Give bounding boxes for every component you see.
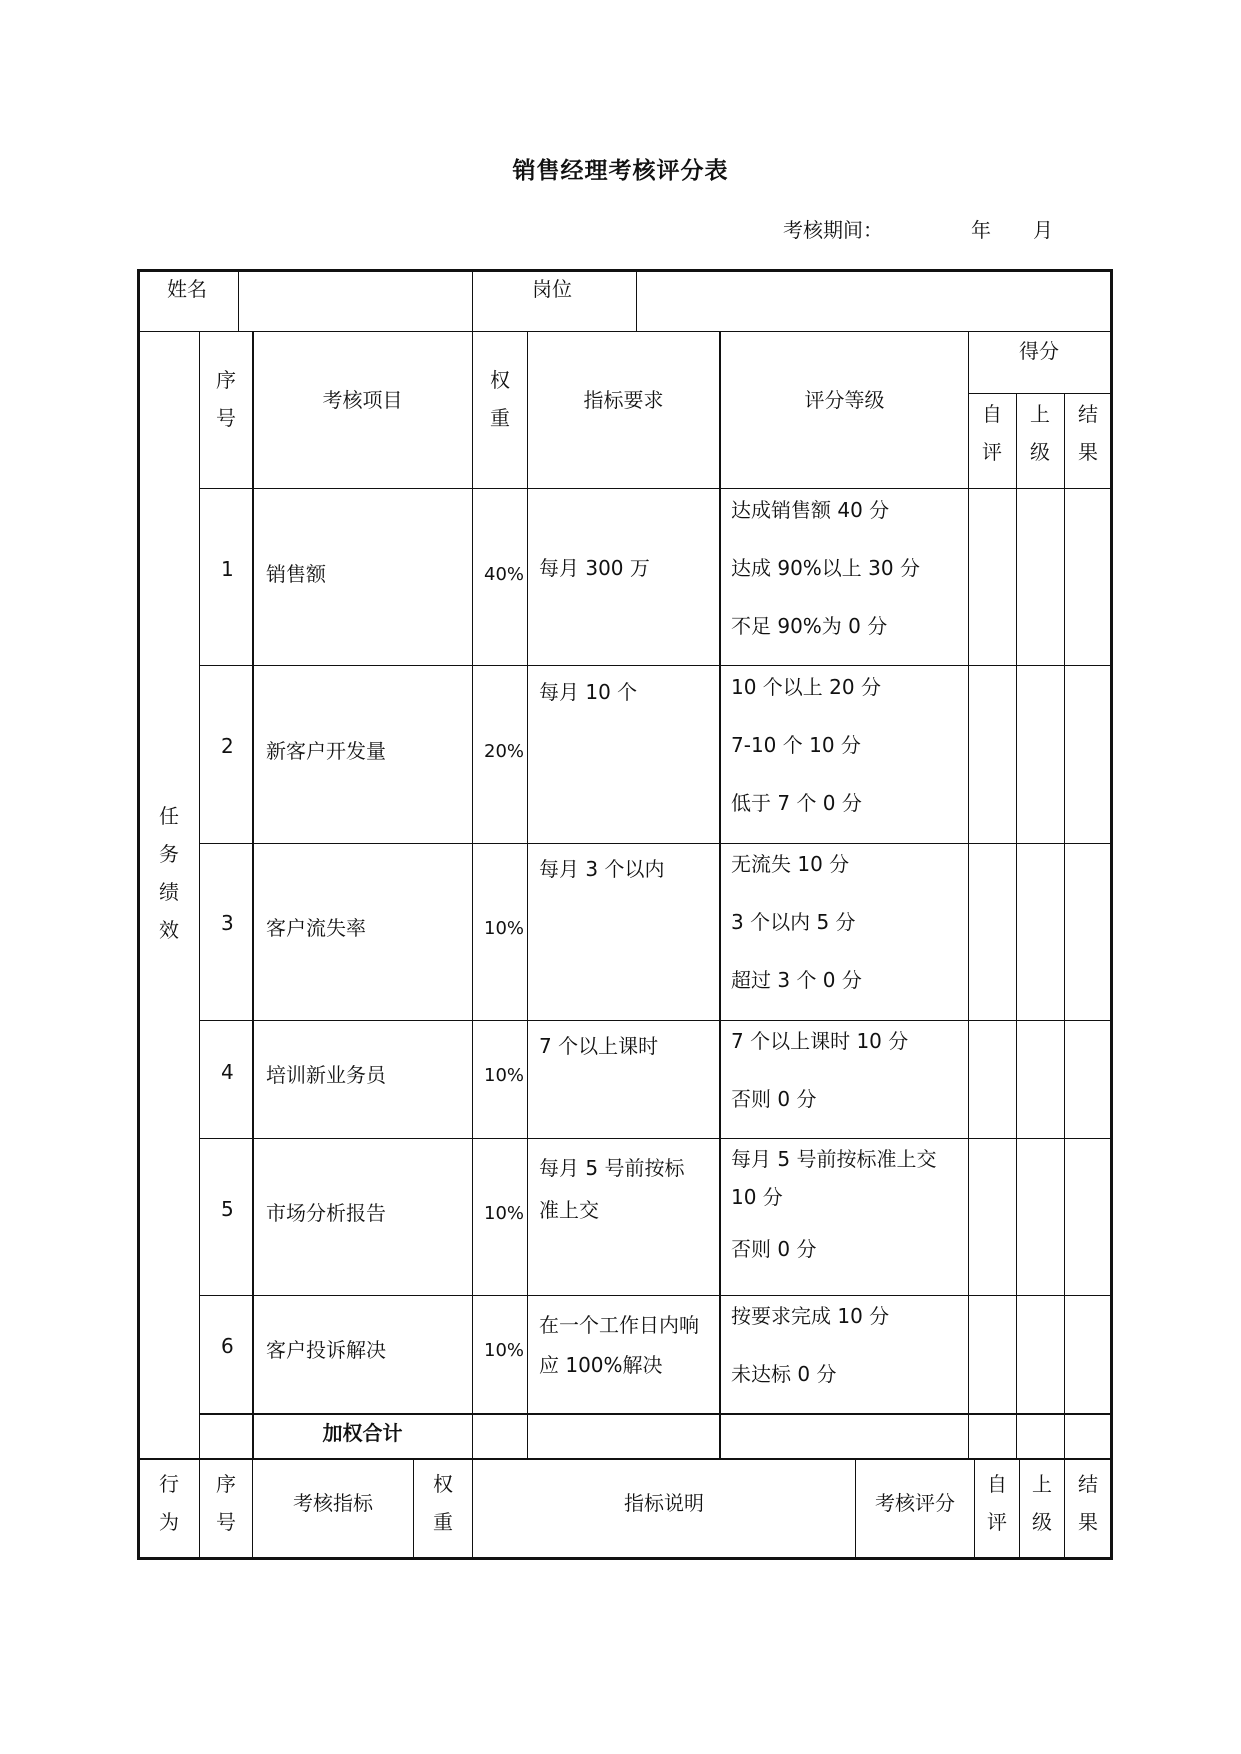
row-item: 客户流失率 — [266, 916, 366, 940]
position-field[interactable] — [637, 272, 1110, 331]
row-seq: 6 — [221, 1334, 234, 1358]
divider — [968, 393, 1110, 394]
row-grading — [731, 849, 862, 1023]
grading-line: 每月 5 号前按标准上交 10 分 — [731, 1147, 937, 1209]
period-year: 年 — [971, 218, 991, 242]
page-title: 销售经理考核评分表 — [512, 158, 729, 184]
behavior-col-seq: 序号 — [216, 1472, 236, 1534]
divider — [199, 665, 1110, 666]
assessment-table — [137, 269, 1113, 1560]
row-weight: 10% — [484, 1065, 525, 1086]
col-superior: 上级 — [1030, 402, 1050, 464]
grading-line: 10 个以上 20 分 — [731, 675, 881, 699]
grading-line: 7 个以上课时 10 分 — [731, 1029, 909, 1053]
behavior-label: 行为 — [159, 1472, 179, 1534]
row-grading — [731, 495, 920, 669]
behavior-col-evaluation: 考核评分 — [875, 1491, 955, 1515]
row-requirement: 每月 300 万 — [539, 556, 650, 580]
behavior-col-weight: 权重 — [433, 1472, 453, 1534]
weighted-total-field[interactable] — [473, 1415, 1110, 1458]
behavior-col-self: 自评 — [987, 1472, 1007, 1534]
grading-line: 7-10 个 10 分 — [731, 733, 861, 757]
row-requirement: 每月 5 号前按标准上交 — [539, 1156, 685, 1222]
col-result: 结果 — [1078, 402, 1098, 464]
row-requirement: 每月 10 个 — [539, 680, 638, 704]
divider — [199, 488, 1110, 489]
table-border-right — [1110, 269, 1113, 1560]
grading-line: 超过 3 个 0 分 — [731, 968, 862, 992]
col-item: 考核项目 — [322, 388, 403, 412]
behavior-col-result: 结果 — [1078, 1472, 1098, 1534]
position-label: 岗位 — [532, 277, 572, 301]
divider — [1064, 393, 1065, 1459]
divider — [413, 1459, 414, 1559]
row-item: 客户投诉解决 — [266, 1338, 386, 1362]
grading-line: 无流失 10 分 — [731, 852, 850, 876]
divider — [1064, 1459, 1065, 1559]
divider — [472, 269, 473, 331]
table-border-left — [137, 269, 140, 1560]
grading-line: 不足 90%为 0 分 — [731, 614, 888, 638]
divider — [252, 331, 254, 1459]
row-grading — [731, 1301, 889, 1417]
divider — [968, 331, 969, 1459]
row-weight: 10% — [484, 1340, 525, 1361]
col-seq: 序号 — [216, 368, 236, 430]
col-score: 得分 — [1019, 339, 1059, 363]
row-item: 培训新业务员 — [266, 1063, 386, 1087]
divider — [1016, 393, 1017, 1459]
divider — [199, 331, 200, 1559]
row-requirement: 7 个以上课时 — [539, 1034, 659, 1058]
name-label: 姓名 — [167, 277, 207, 301]
row-requirement: 在一个工作日内响应 100%解决 — [539, 1313, 699, 1377]
grading-line: 达成销售额 40 分 — [731, 498, 890, 522]
grading-line: 低于 7 个 0 分 — [731, 791, 862, 815]
behavior-col-indicator: 考核指标 — [293, 1491, 373, 1515]
grading-line: 未达标 0 分 — [731, 1362, 837, 1386]
divider — [199, 1295, 1110, 1296]
divider — [1019, 1459, 1020, 1559]
row-weight: 20% — [484, 741, 525, 762]
divider — [137, 1458, 1113, 1460]
row-grading — [731, 1026, 908, 1142]
col-grading: 评分等级 — [804, 388, 885, 412]
row-grading — [731, 672, 881, 846]
grading-line: 否则 0 分 — [731, 1087, 817, 1111]
row-weight: 40% — [484, 564, 525, 585]
divider — [527, 331, 528, 1459]
col-self: 自评 — [982, 402, 1002, 464]
row-seq: 2 — [221, 734, 234, 758]
divider — [199, 843, 1110, 844]
col-weight: 权重 — [490, 368, 510, 430]
divider — [137, 331, 1113, 332]
behavior-col-superior: 上级 — [1032, 1472, 1052, 1534]
period-label: 考核期间： — [783, 218, 883, 242]
row-seq: 4 — [221, 1060, 234, 1084]
divider — [472, 331, 473, 1459]
grading-line: 3 个以内 5 分 — [731, 910, 856, 934]
row-grading — [731, 1140, 956, 1268]
divider — [199, 1020, 1110, 1021]
row-requirement: 每月 3 个以内 — [539, 857, 665, 881]
row-seq: 1 — [221, 557, 234, 581]
name-field[interactable] — [239, 272, 472, 331]
behavior-col-description: 指标说明 — [624, 1491, 704, 1515]
row-seq: 3 — [221, 911, 234, 935]
divider — [974, 1459, 975, 1559]
row-item: 市场分析报告 — [266, 1201, 386, 1225]
row-weight: 10% — [484, 1203, 525, 1224]
col-requirement: 指标要求 — [583, 388, 664, 412]
grading-line: 达成 90%以上 30 分 — [731, 556, 920, 580]
weighted-total-label: 加权合计 — [322, 1421, 403, 1445]
grading-line: 否则 0 分 — [731, 1237, 817, 1261]
row-seq: 5 — [221, 1197, 234, 1221]
grading-line: 按要求完成 10 分 — [731, 1304, 890, 1328]
period-month: 月 — [1033, 218, 1053, 242]
task-performance-label: 任务绩效 — [159, 804, 179, 942]
row-item: 新客户开发量 — [266, 739, 386, 763]
row-weight: 10% — [484, 918, 525, 939]
table-border-bottom — [137, 1557, 1113, 1560]
row-item: 销售额 — [266, 562, 326, 586]
divider — [719, 331, 721, 1459]
divider — [199, 1138, 1110, 1139]
